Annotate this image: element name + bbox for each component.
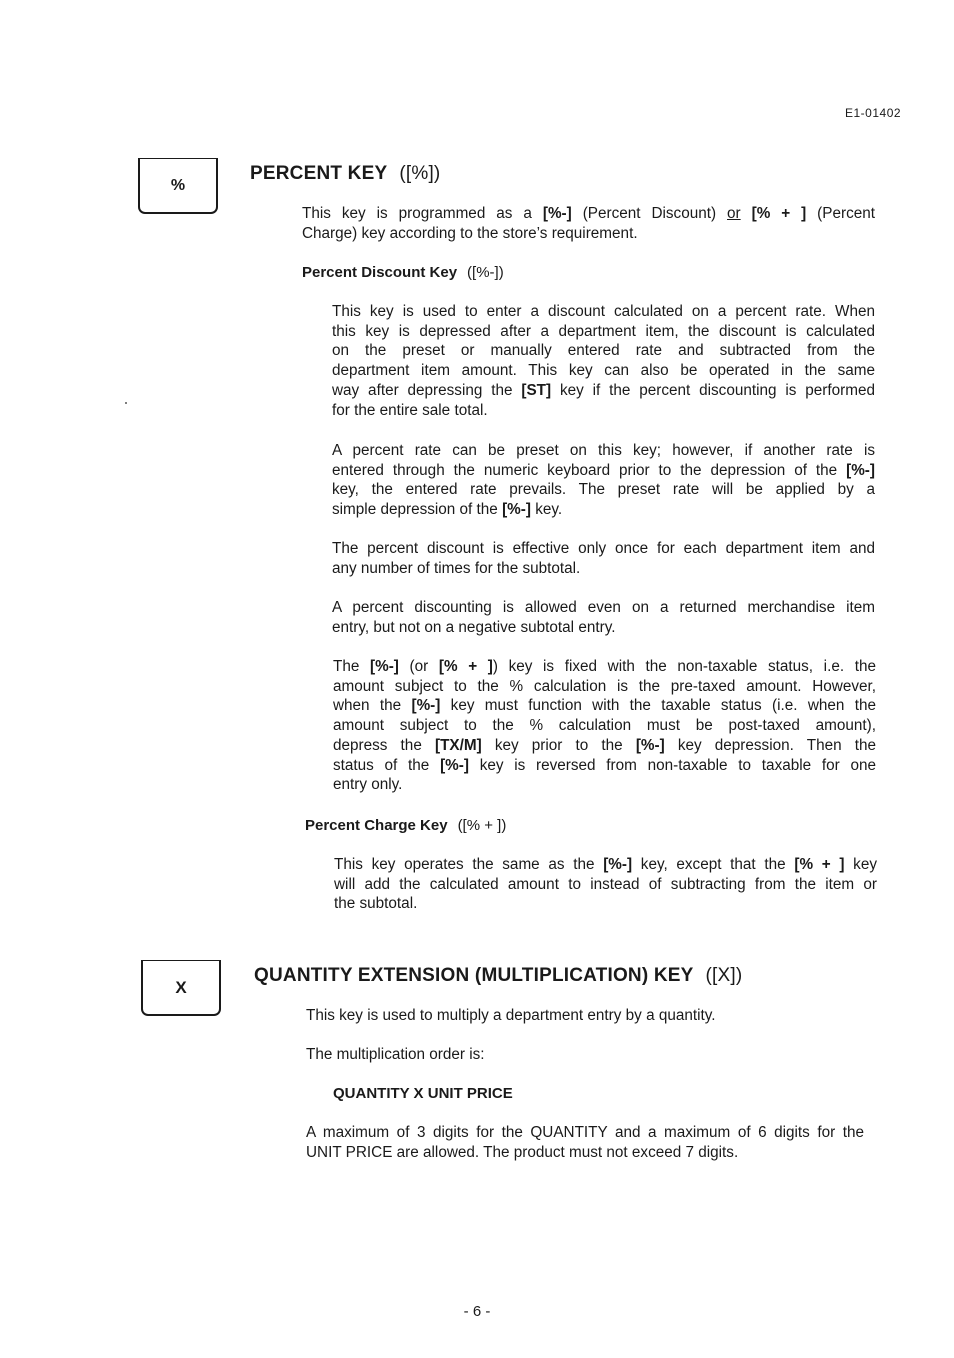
discount-key-ref: [%-] [846,461,875,479]
charge-line [334,855,877,875]
percent-charge-title-ref: ([% + ]) [457,817,507,834]
quantity-formula: QUANTITY X UNIT PRICE [333,1085,513,1102]
st-key-ref: [ST] [521,381,552,399]
discount-p5-text: depress the [333,736,435,754]
intro-text-c: (Percent Discount) [571,205,728,222]
percent-discount-heading [302,264,504,281]
quantity-paragraph-2 [306,1045,866,1065]
discount-key-ref: [%-] [370,658,399,675]
discount-p5-line [333,696,876,716]
multiplication-key-icon [141,960,221,1016]
discount-paragraph-5 [333,657,876,795]
multiplication-key-label: X [175,977,187,997]
quantity-key-title-ref: ([X]) [705,965,743,986]
discount-p5-text: The [333,658,370,675]
quantity-paragraph-3 [306,1123,864,1162]
discount-p2-text: entered through the numeric keyboard prior to the depression of the [332,461,847,479]
intro-text-e: (Percent [806,205,875,222]
percent-key-heading [250,163,440,185]
discount-p3-line: The percent discount is effective only once for each department item and [332,540,875,557]
discount-paragraph-4 [332,598,875,637]
percent-charge-heading [305,817,506,834]
document-number: E1-01402 [845,106,902,120]
discount-p1-line: department item amount. This key can also be operated in the same [332,362,875,380]
discount-p2-line [332,461,875,481]
intro-key-discount: [%-] [542,205,572,222]
discount-p5-line: amount subject to the % calculation is the pre-taxed amount. However, [333,677,876,695]
percent-key-title: PERCENT KEY [250,163,388,184]
discount-p2-line: A percent rate can be preset on this key; however, if another rate is [332,442,875,459]
discount-p3-line: any number of times for the subtotal. [332,559,581,577]
discount-key-ref: [%-] [440,756,469,774]
charge-line: the subtotal. [334,895,418,913]
quantity-p2-line: The multiplication order is: [306,1046,485,1063]
txm-key-ref: [TX/M] [434,736,482,754]
discount-p5-text: key must function with the taxable status (i.e. when the [440,697,876,715]
percent-key-intro [302,204,875,243]
discount-p5-line [333,736,876,756]
discount-p5-text: key is reversed from non-taxable to taxable for one [468,756,876,774]
discount-paragraph-1 [332,302,875,420]
discount-p2-line: key, the entered rate prevails. The preset rate will be applied by a [332,481,875,499]
discount-p5-text: key prior to the [481,736,636,754]
intro-line-1 [302,204,875,224]
discount-paragraph-2 [332,441,875,520]
quantity-p3-line: A maximum of 3 digits for the QUANTITY and a maximum of 6 digits for the [306,1124,864,1141]
discount-p1-line: This key is used to enter a discount calculated on a percent rate. When [332,303,875,320]
charge-text: key [844,856,877,873]
intro-line-2: Charge) key according to the store’s requirement. [302,224,638,242]
discount-p1-line: this key is depressed after a department item, the discount is calculated [332,322,875,340]
discount-p2-text: simple depression of the [332,501,503,519]
discount-p1-text: key if the percent discounting is performed [551,381,875,399]
percent-charge-title: Percent Charge Key [305,817,448,834]
discount-p1-line: on the preset or manually entered rate and subtracted from the [332,342,875,360]
discount-p5-text: (or [398,658,439,675]
percent-key-icon [138,158,218,214]
discount-key-ref: [%-] [411,697,441,715]
discount-p4-line: A percent discounting is allowed even on a returned merchandise item [332,599,875,616]
discount-p1-text: way after depressing the [332,381,522,399]
percent-discount-title-ref: ([%-]) [467,264,504,281]
discount-p4-line: entry, but not on a negative subtotal entry. [332,618,616,636]
charge-key-ref: [% + ] [794,856,845,873]
intro-text-a: This key is programmed as a [302,205,543,222]
discount-p5-text: ) key is fixed with the non-taxable status, i.e. the [492,658,876,675]
intro-key-charge: [% + ] [740,205,807,222]
intro-or: or [727,205,741,222]
quantity-p1-line: This key is used to multiply a department entry by a quantity. [306,1007,716,1024]
discount-p5-text: key depression. Then the [664,736,876,754]
discount-p5-line [333,657,876,677]
charge-paragraph [334,855,877,914]
quantity-paragraph-1 [306,1006,866,1026]
scan-speck [125,402,127,404]
percent-key-label: % [170,176,186,194]
discount-p2-line [332,500,875,520]
discount-p5-line [333,756,876,776]
discount-p5-text: when the [333,697,412,715]
discount-key-ref: [%-] [603,856,633,873]
percent-discount-title: Percent Discount Key [302,264,458,281]
charge-text: This key operates the same as the [334,856,604,873]
discount-p1-line: for the entire sale total. [332,401,488,419]
charge-text: key, except that the [632,856,795,873]
discount-key-ref: [%-] [635,736,665,754]
discount-key-ref: [%-] [502,501,531,519]
discount-p1-line [332,381,875,401]
discount-paragraph-3 [332,539,875,578]
charge-key-ref: [% + ] [438,658,493,675]
discount-p5-line: entry only. [333,776,403,794]
discount-p2-text: key. [530,501,563,519]
discount-p5-text: status of the [333,756,441,774]
quantity-key-heading [254,965,742,987]
discount-p5-line: amount subject to the % calculation must be post-taxed amount), [333,717,876,735]
quantity-p3-line: UNIT PRICE are allowed. The product must not exceed 7 digits. [306,1143,739,1161]
page-number: - 6 - [463,1303,491,1320]
quantity-key-title: QUANTITY EXTENSION (MULTIPLICATION) KEY [254,965,694,986]
charge-line: will add the calculated amount to instead of subtracting from the item or [334,875,877,893]
percent-key-title-ref: ([%]) [399,163,441,184]
